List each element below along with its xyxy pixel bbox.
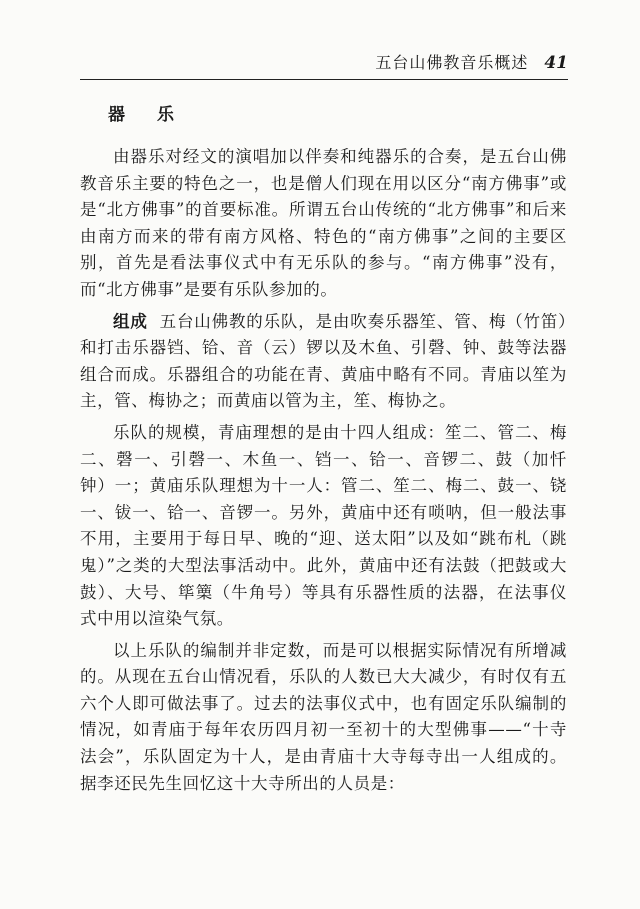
page-number: 41 (544, 53, 568, 73)
paragraph-text: 五台山佛教的乐队，是由吹奏乐器笙、管、梅（竹笛）和打击乐器铛、铪、音（云）锣以及木鱼、引磬、钟、鼓等法器组合而成。乐器组合的功能在青、黄庙中略有不同。青庙以笙为主，管、梅协之；而黄庙以管为主，笙、梅协之。 (80, 311, 567, 411)
paragraph-scale (80, 420, 567, 633)
paragraph-text: 乐队的规模，青庙理想的是由十四人组成：笙二、管二、梅二、磬一、引磬一、木鱼一、铛一、铪一、音锣二、鼓（加忏钟）一；黄庙乐队理想为十一人：管二、笙二、梅二、鼓一、铙一、钹一、铪一、音锣一。另外，黄庙中还有唢呐，但一般法事不用，主要用于每日早、晚的“迎、送太阳”以及如“跳布札（跳鬼）”之类的大型法事活动中。此外，黄庙中还有法鼓（把鼓或大鼓）、大号、筚篥（牛角号）等具有乐器性质的法器，在法事仪式中用以渲染气氛。 (80, 422, 567, 629)
running-title: 五台山佛教音乐概述 (375, 53, 529, 72)
paragraph-intro (80, 144, 567, 304)
paragraph-variation (80, 638, 567, 798)
paragraph-composition (80, 309, 567, 415)
page-body (80, 100, 567, 802)
page-header (80, 50, 568, 80)
section-heading: 器乐 (108, 105, 206, 125)
paragraph-text: 以上乐队的编制并非定数，而是可以根据实际情况有所增减的。从现在五台山情况看，乐队的人数已大大减少，有时仅有五六个人即可做法事了。过去的法事仪式中，也有固定乐队编制的情况，如青庙于每年农历四月初一至初十的大型佛事——“十寺法会”，乐队固定为十人，是由青庙十大寺每寺出一人组成的。据李还民先生回忆这十大寺所出的人员是： (80, 640, 567, 793)
paragraph-lead-term: 组成 (113, 311, 148, 331)
paragraph-text: 由器乐对经文的演唱加以伴奏和纯器乐的合奏，是五台山佛教音乐主要的特色之一，也是僧人们现在用以区分“南方佛事”或是“北方佛事”的首要标准。所谓五台山传统的“北方佛事”和后来由南方而来的带有南方风格、特色的“南方佛事”之间的主要区别，首先是看法事仪式中有无乐队的参与。“南方佛事”没有，而“北方佛事”是要有乐队参加的。 (80, 147, 567, 299)
